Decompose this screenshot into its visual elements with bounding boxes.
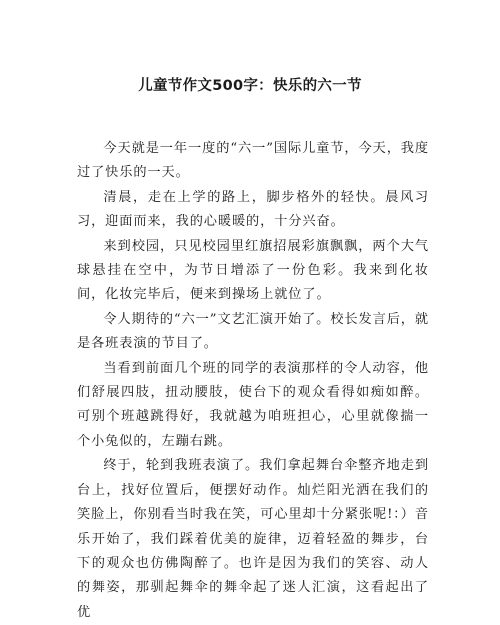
paragraph: 来到校园，只见校园里红旗招展彩旗飘飘，两个大气球悬挂在空中，为节日增添了一份色彩。我来到化妆间，化妆完毕后，便来到操场上就位了。 (77, 238, 429, 303)
paragraph: 当看到前面几个班的同学的表演那样的令人动容，他们舒展四肢，扭动腰肢，使台下的观众看得如痴如醉。可别个班越跳得好，我就越为咱班担心，心里就像揣一个小兔似的，左蹦右跳。 (77, 360, 429, 449)
paragraph: 今天就是一年一度的“六一”国际儿童节，今天，我度过了快乐的一天。 (77, 141, 429, 181)
document-body (77, 137, 429, 625)
paragraph: 终于，轮到我班表演了。我们拿起舞台伞整齐地走到台上，找好位置后，便摆好动作。灿烂阳光洒在我们的笑脸上，你别看当时我在笑，可心里却十分紧张呢!：）音乐开始了，我们踩着优美的旋律，迈着轻盈的舞步，台下的观众也仿佛陶醉了。也许是因为我们的笑容、动人的舞姿，那驯起舞伞的舞伞起了迷人汇演，这看起出了优 (77, 458, 429, 620)
paragraph: 令人期待的“六一”文艺汇演开始了。校长发言后，就是各班表演的节目了。 (77, 311, 429, 352)
paragraph: 清晨，走在上学的路上，脚步格外的轻快。晨风习习，迎面而来，我的心暖暖的，十分兴奋。 (77, 189, 429, 230)
document-title: 儿童节作文500字：快乐的六一节 (138, 78, 362, 94)
